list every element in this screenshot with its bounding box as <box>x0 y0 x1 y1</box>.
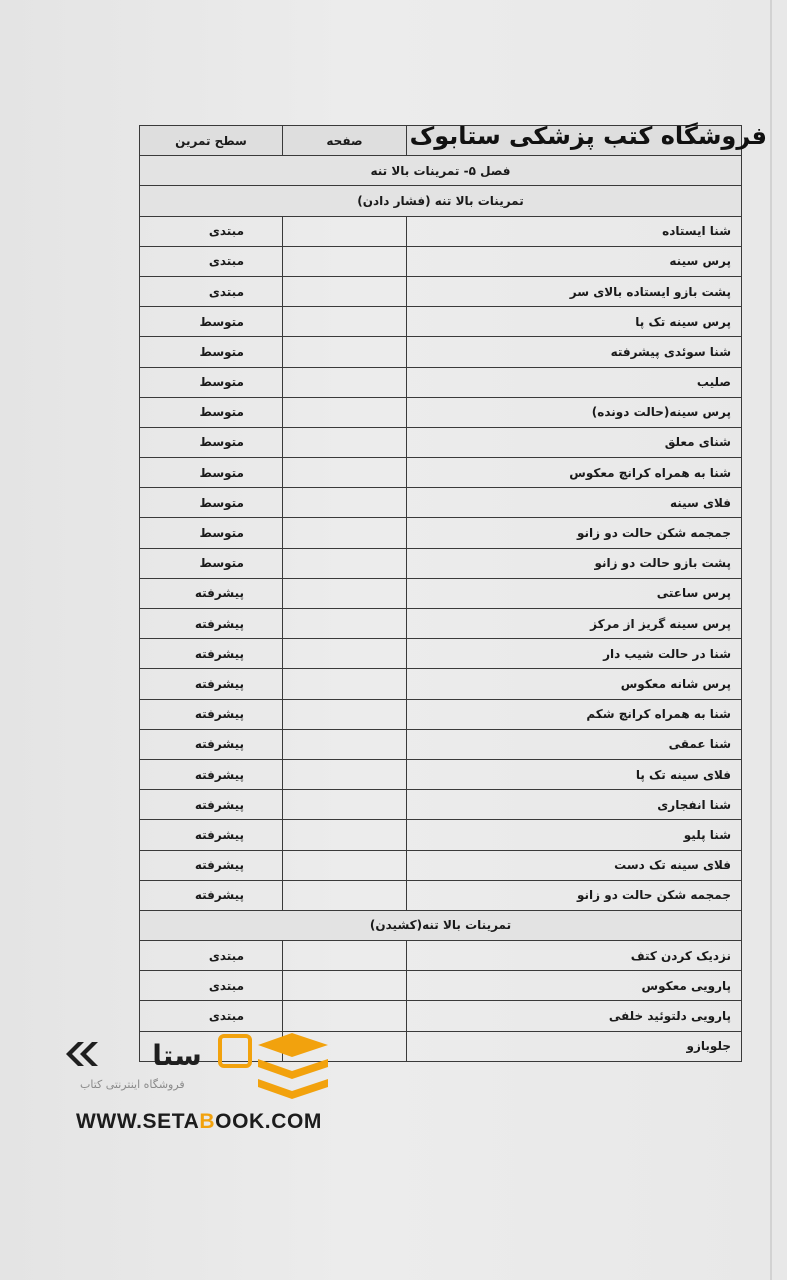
level-cell: پیشرفته <box>140 699 283 729</box>
page-number-cell <box>283 246 407 276</box>
page-number-cell <box>283 518 407 548</box>
exercise-name-cell: شنای معلق <box>407 427 742 457</box>
level-cell: پیشرفته <box>140 850 283 880</box>
exercise-name-cell: پارویی دلتوئید خلفی <box>407 1001 742 1031</box>
setabook-logo <box>62 1033 352 1103</box>
exercise-table-sheet <box>140 125 742 1062</box>
exercise-name-cell: شنا عمقی <box>407 729 742 759</box>
table-row <box>140 427 742 457</box>
page-number-cell <box>283 669 407 699</box>
level-cell: پیشرفته <box>140 578 283 608</box>
exercise-name-cell: جمجمه شکن حالت دو زانو <box>407 518 742 548</box>
exercise-name-cell: پرس سینه تک پا <box>407 307 742 337</box>
page-number-cell <box>283 850 407 880</box>
table-row <box>140 578 742 608</box>
exercise-table <box>139 125 742 1062</box>
page-number-cell <box>283 458 407 488</box>
page-number-cell <box>283 729 407 759</box>
exercise-name-cell: پرس ساعتی <box>407 578 742 608</box>
table-row <box>140 729 742 759</box>
level-cell: مبتدی <box>140 276 283 306</box>
logo-url-prefix: WWW.SETA <box>76 1110 200 1133</box>
page-number-cell <box>283 941 407 971</box>
table-row <box>140 276 742 306</box>
exercise-name-cell: صلیب <box>407 367 742 397</box>
page-number-cell <box>283 307 407 337</box>
table-row <box>140 216 742 246</box>
level-cell: پیشرفته <box>140 759 283 789</box>
level-cell: پیشرفته <box>140 820 283 850</box>
table-row <box>140 337 742 367</box>
table-row <box>140 609 742 639</box>
exercise-name-cell: شنا به همراه کرانچ شکم <box>407 699 742 729</box>
chapter-title: فصل ۵- تمرینات بالا تنه <box>140 156 742 186</box>
page-number-cell <box>283 820 407 850</box>
table-row <box>140 790 742 820</box>
level-cell: متوسط <box>140 488 283 518</box>
section-title-row <box>140 186 742 216</box>
level-cell: متوسط <box>140 337 283 367</box>
exercise-name-cell: شنا ایستاده <box>407 216 742 246</box>
page-number-cell <box>283 639 407 669</box>
page-number-cell <box>283 1001 407 1031</box>
page-number-cell <box>283 397 407 427</box>
section-title: تمرینات بالا تنه(کشیدن) <box>140 910 742 940</box>
header-level: سطح تمرین <box>140 126 283 156</box>
table-row <box>140 307 742 337</box>
level-cell: متوسط <box>140 307 283 337</box>
logo-url <box>76 1110 322 1134</box>
logo-url-accent: B <box>199 1110 216 1133</box>
page-number-cell <box>283 548 407 578</box>
table-row <box>140 548 742 578</box>
page-number-cell <box>283 971 407 1001</box>
exercise-name-cell: شنا پلیو <box>407 820 742 850</box>
exercise-name-cell: فلای سینه تک دست <box>407 850 742 880</box>
logo-subtitle: فروشگاه اینترنتی کتاب <box>80 1078 185 1091</box>
table-row <box>140 367 742 397</box>
page-number-cell <box>283 699 407 729</box>
level-cell: پیشرفته <box>140 609 283 639</box>
exercise-name-cell: فلای سینه تک پا <box>407 759 742 789</box>
exercise-name-cell: پرس شانه معکوس <box>407 669 742 699</box>
table-row <box>140 941 742 971</box>
level-cell: پیشرفته <box>140 669 283 699</box>
exercise-name-cell: فلای سینه <box>407 488 742 518</box>
exercise-name-cell: شنا به همراه کرانچ معکوس <box>407 458 742 488</box>
page-number-cell <box>283 609 407 639</box>
table-row <box>140 880 742 910</box>
table-row <box>140 850 742 880</box>
table-row <box>140 397 742 427</box>
page-number-cell <box>283 488 407 518</box>
book-stack-icon <box>258 1033 328 1099</box>
table-row <box>140 820 742 850</box>
exercise-name-cell: پرس سینه <box>407 246 742 276</box>
level-cell: پیشرفته <box>140 790 283 820</box>
exercise-name-cell: پشت بازو ایستاده بالای سر <box>407 276 742 306</box>
level-cell: مبتدی <box>140 1001 283 1031</box>
exercise-name-cell: شنا در حالت شیب دار <box>407 639 742 669</box>
exercise-name-cell: پرس سینه(حالت دونده) <box>407 397 742 427</box>
logo-url-suffix: OOK.COM <box>215 1110 323 1133</box>
exercise-name-cell: شنا سوئدی پیشرفته <box>407 337 742 367</box>
section-title-row <box>140 910 742 940</box>
page-number-cell <box>283 880 407 910</box>
chevrons-icon <box>66 1042 98 1066</box>
chapter-title-row <box>140 156 742 186</box>
level-cell: متوسط <box>140 397 283 427</box>
table-row <box>140 759 742 789</box>
table-row <box>140 971 742 1001</box>
exercise-name-cell: پرس سینه گریز از مرکز <box>407 609 742 639</box>
table-row <box>140 246 742 276</box>
table-row <box>140 458 742 488</box>
table-row <box>140 488 742 518</box>
exercise-name-cell: پارویی معکوس <box>407 971 742 1001</box>
page-number-cell <box>283 578 407 608</box>
page-number-cell <box>283 427 407 457</box>
level-cell: متوسط <box>140 427 283 457</box>
page-number-cell <box>283 790 407 820</box>
level-cell: متوسط <box>140 548 283 578</box>
page-number-cell <box>283 367 407 397</box>
level-cell: پیشرفته <box>140 729 283 759</box>
level-cell: مبتدی <box>140 941 283 971</box>
page-edge-shadow <box>770 0 772 1280</box>
table-row <box>140 669 742 699</box>
logo-accent-box <box>220 1036 250 1066</box>
level-cell: مبتدی <box>140 971 283 1001</box>
logo-letters: ستا <box>152 1039 202 1072</box>
exercise-name-cell: نزدیک کردن کتف <box>407 941 742 971</box>
table-row <box>140 639 742 669</box>
page-number-cell <box>283 276 407 306</box>
page-number-cell <box>283 216 407 246</box>
exercise-name-cell: جمجمه شکن حالت دو زانو <box>407 880 742 910</box>
page-number-cell <box>283 759 407 789</box>
page-number-cell <box>283 337 407 367</box>
exercise-name-cell: پشت بازو حالت دو زانو <box>407 548 742 578</box>
table-row <box>140 518 742 548</box>
exercise-name-cell: جلوبازو <box>407 1031 742 1061</box>
level-cell: متوسط <box>140 518 283 548</box>
level-cell: پیشرفته <box>140 880 283 910</box>
level-cell: متوسط <box>140 458 283 488</box>
table-row <box>140 699 742 729</box>
level-cell: مبتدی <box>140 246 283 276</box>
watermark-store-title: فروشگاه کتب پزشکی ستابوک <box>409 122 767 150</box>
table-row <box>140 1001 742 1031</box>
section-title: تمرینات بالا تنه (فشار دادن) <box>140 186 742 216</box>
exercise-name-cell: شنا انفجاری <box>407 790 742 820</box>
header-page: صفحه <box>283 126 407 156</box>
level-cell: پیشرفته <box>140 639 283 669</box>
level-cell: متوسط <box>140 367 283 397</box>
level-cell: مبتدی <box>140 216 283 246</box>
